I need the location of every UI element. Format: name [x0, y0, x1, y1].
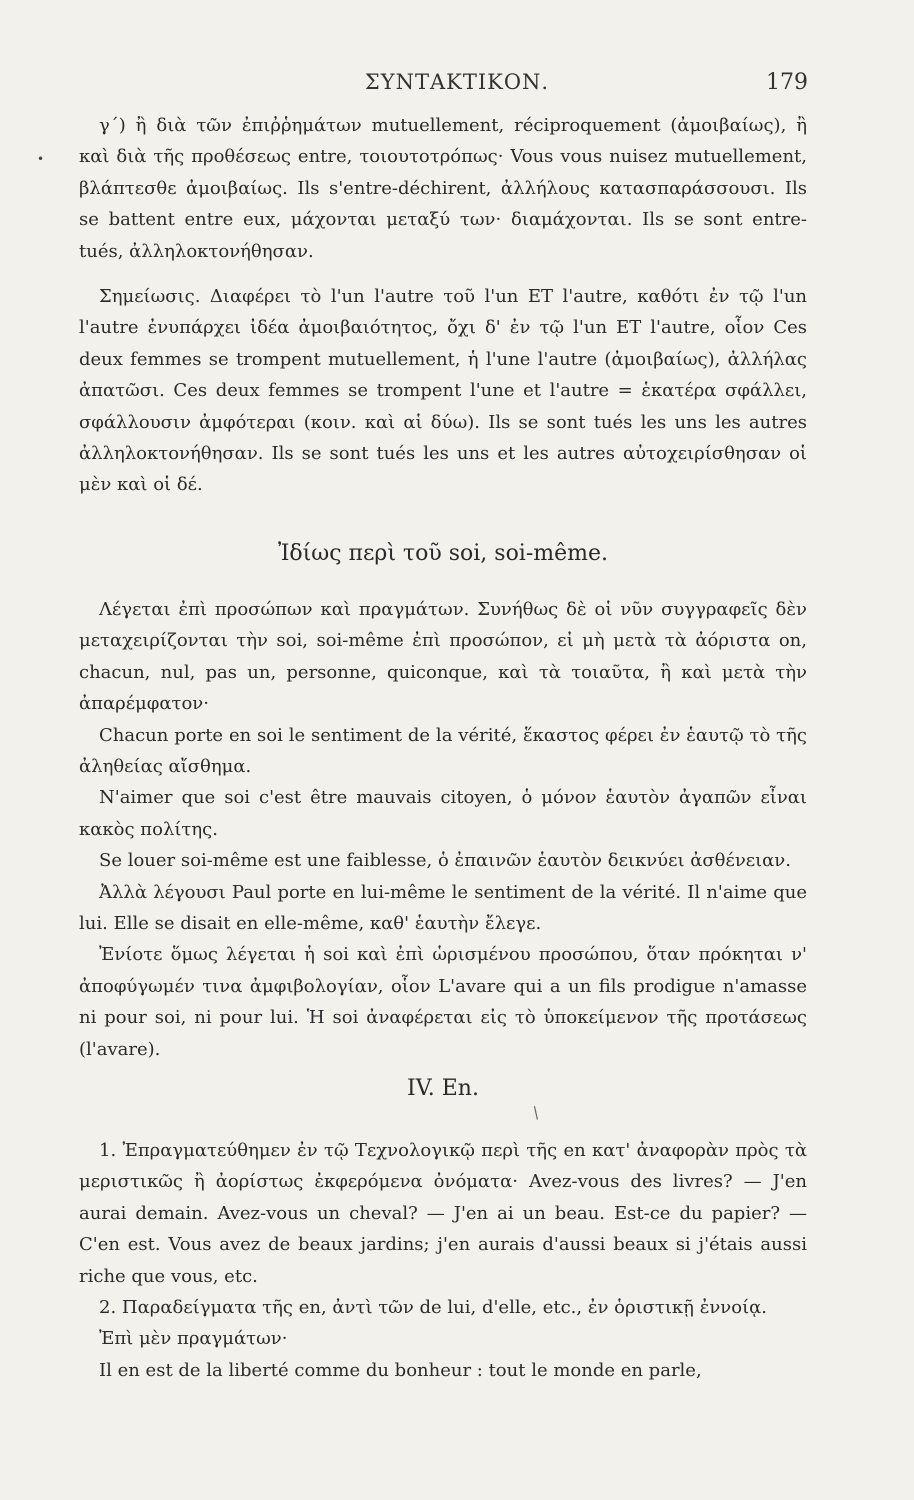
- paragraph-en-4: Il en est de la liberté comme du bonheur : tout le monde en parle,: [99, 1359, 702, 1381]
- paragraph-en-1: 1. Ἐπραγματεύθημεν ἐν τῷ Τεχνολογικῷ περὶ τῆς en κατ' ἀναφορὰν πρὸς τὰ μεριστικῶς ἢ ἀορίστως ἐκφερόμενα ὀνόματα· Avez-vous des livres? — J'en aurai demain. Avez-vous un cheval? — J'en ai un beau. Est-ce du papier? — C'en est. Vous avez de beaux jardins; j'en aurais d'aussi beaux si j'étais aussi riche que vous, etc.: [79, 1139, 807, 1287]
- margin-mark: •: [37, 152, 45, 166]
- example-avare: Ἐνίοτε ὅμως λέγεται ἡ soi καὶ ἐπὶ ὡρισμένου προσώπου, ὅταν πρόκηται ν' ἀποφύγωμέν τινα ἀμφιβολογίαν, οἷον L'avare qui a un fils prodigue n'amasse ni pour soi, ni pour lui. Ἡ soi ἀναφέρεται εἰς τὸ ὑποκείμενον τῆς προτάσεως (l'avare).: [79, 944, 807, 1060]
- example-se-louer: Se louer soi-même est une faiblesse, ὁ ἐπαινῶν ἑαυτὸν δεικνύει ἀσθένειαν.: [99, 850, 791, 872]
- example-chacun: Chacun porte en soi le sentiment de la vérité, ἕκαστος φέρει ἐν ἑαυτῷ τὸ τῆς ἀληθείας αἴσθημα.: [79, 724, 807, 777]
- chapter-heading: IV. En.: [407, 1075, 479, 1101]
- page-number: 179: [766, 70, 808, 95]
- example-naimer: N'aimer que soi c'est être mauvais citoyen, ὁ μόνον ἑαυτὸν ἀγαπῶν εἶναι κακὸς πολίτης.: [79, 787, 807, 840]
- paragraph-en-2: 2. Παραδείγματα τῆς en, ἀντὶ τῶν de lui, d'elle, etc., ἐν ὁριστικῇ ἐννοίᾳ.: [99, 1297, 768, 1318]
- paragraph-en-3: Ἐπὶ μὲν πραγμάτων·: [99, 1328, 288, 1350]
- body-text: [79, 110, 807, 1386]
- section-heading: Ἰδίως περὶ τοῦ soi, soi-même.: [277, 540, 609, 566]
- running-title: ΣΥΝΤΑΚΤΙΚΟΝ.: [364, 70, 550, 94]
- example-lui-meme: Ἀλλὰ λέγουσι Paul porte en lui-même le sentiment de la vérité. Il n'aime que lui. Elle se disait en elle-même, καθ' ἑαυτὴν ἔλεγε.: [79, 881, 807, 934]
- paragraph-soi-intro: Λέγεται ἐπὶ προσώπων καὶ πραγμάτων. Συνήθως δὲ οἱ νῦν συγγραφεῖς δὲν μεταχειρίζονται τὴν soi, soi-même ἐπὶ προσώπον, εἰ μὴ μετὰ τὰ ἀόριστα on, chacun, nul, pas un, personne, quiconque, καὶ τὰ τοιαῦτα, ἢ καὶ μετὰ τὴν ἀπαρέμφατον·: [79, 598, 807, 715]
- running-head: [0, 70, 914, 104]
- paragraph-note: Σημείωσις. Διαφέρει τὸ l'un l'autre τοῦ l'un ET l'autre, καθότι ἐν τῷ l'un l'autre ἐνυπάρχει ἰδέα ἀμοιβαιότητος, ὄχι δ' ἐν τῷ l'un ET l'autre, οἷον Ces deux femmes se trompent mutuellement, ἡ l'une l'autre (ἀμοιβαίως), ἀλλήλας ἀπατῶσι. Ces deux femmes se trompent l'une et l'autre = ἑκατέρα σφάλλει, σφάλλουσιν ἀμφότεραι (κοιν. καὶ αἱ δύω). Ils se sont tués les uns les autres ἀλληλοκτονήθησαν. Ils se sont tués les uns et les autres αὐτοχειρίσθησαν οἱ μὲν καὶ οἱ δέ.: [79, 286, 807, 496]
- paragraph-reciprocal: γ΄) ἢ διὰ τῶν ἐπιῤῥημάτων mutuellement, réciproquement (ἀμοιβαίως), ἢ καὶ διὰ τῆς προθέσεως entre, τοιουτοτρόπως· Vous vous nuisez mutuellement, βλάπτεσθε ἀμοιβαίως. Ils s'entre-déchirent, ἀλλήλους κατασπαράσσουσι. Ils se battent entre eux, μάχονται μεταξύ των· διαμάχονται. Ils se sont entre-tués, ἀλληλοκτονήθησαν.: [79, 115, 807, 262]
- stray-pen-mark: /: [528, 1102, 543, 1123]
